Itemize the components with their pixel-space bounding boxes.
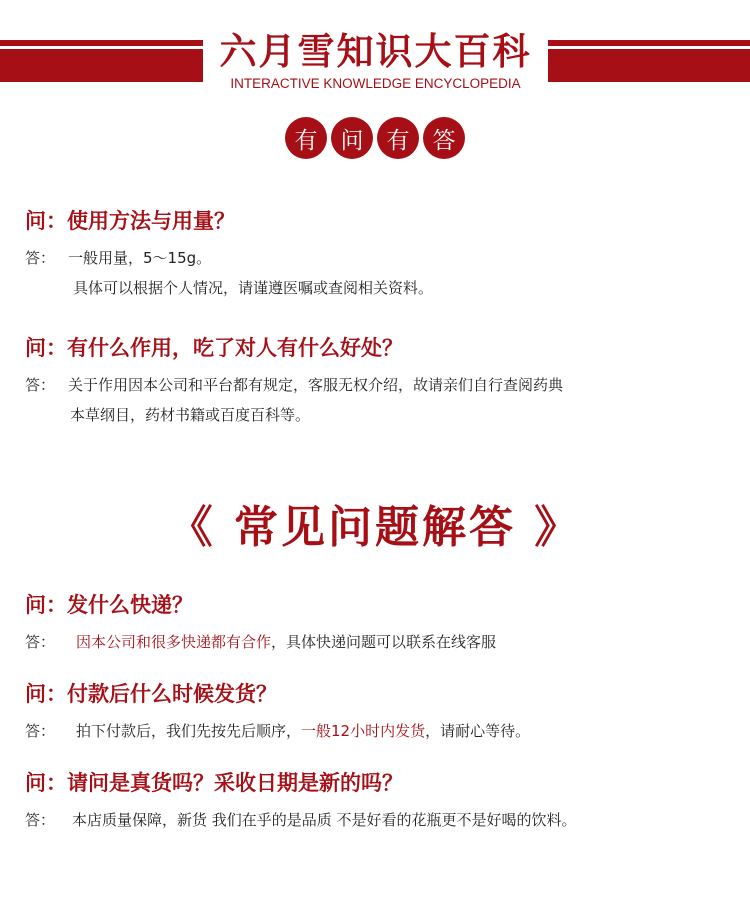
answer-usage-prefix: 答： — [25, 249, 56, 267]
section-title-faq: 《 常见问题解答 》 — [168, 502, 582, 553]
answer-effect-line1: 关于作用因本公司和平台都有规定，客服无权介绍，故请亲们自行查阅药典 — [68, 376, 564, 394]
answer-effect-prefix: 答： — [25, 376, 56, 394]
question-courier: 问：发什么快递？ — [25, 593, 193, 617]
question-effect: 问：有什么作用，吃了对人有什么好处？ — [25, 336, 403, 360]
answer-courier — [76, 631, 496, 653]
header-band-left — [0, 40, 203, 82]
badge-you-1: 有 — [285, 117, 327, 159]
header-band-right — [548, 40, 750, 82]
answer-usage-line2: 具体可以根据个人情况，请谨遵医嘱或查阅相关资料。 — [73, 279, 434, 297]
answer-effect-line2: 本草纲目，药材书籍或百度百科等。 — [70, 406, 311, 424]
answer-courier-prefix: 答： — [25, 633, 56, 651]
answer-authenticity-prefix: 答： — [25, 811, 56, 829]
question-authenticity: 问：请问是真货吗？采收日期是新的吗？ — [25, 771, 403, 795]
answer-courier-rest: ，具体快递问题可以联系在线客服 — [271, 633, 497, 651]
qa-badges — [0, 117, 750, 159]
badge-wen: 问 — [331, 117, 373, 159]
badge-you-2: 有 — [377, 117, 419, 159]
answer-shipping-part2: ，请耐心等待。 — [425, 722, 531, 740]
answer-shipping-part1: 拍下付款后，我们先按先后顺序， — [76, 722, 302, 740]
badge-da: 答 — [423, 117, 465, 159]
question-usage: 问：使用方法与用量？ — [25, 209, 235, 233]
answer-shipping-highlight: 一般12小时内发货 — [301, 722, 426, 740]
question-shipping-time: 问：付款后什么时候发货？ — [25, 682, 277, 706]
page-subtitle: INTERACTIVE KNOWLEDGE ENCYCLOPEDIA — [230, 76, 521, 91]
answer-shipping — [76, 720, 530, 742]
answer-shipping-prefix: 答： — [25, 722, 56, 740]
answer-usage-line1: 一般用量，5～15g。 — [68, 249, 212, 267]
page-title: 六月雪知识大百科 — [219, 30, 532, 73]
answer-courier-highlight: 因本公司和很多快递都有合作 — [76, 633, 272, 651]
answer-authenticity: 本店质量保障，新货 我们在乎的是品质 不是好看的花瓶更不是好喝的饮料。 — [72, 811, 577, 829]
